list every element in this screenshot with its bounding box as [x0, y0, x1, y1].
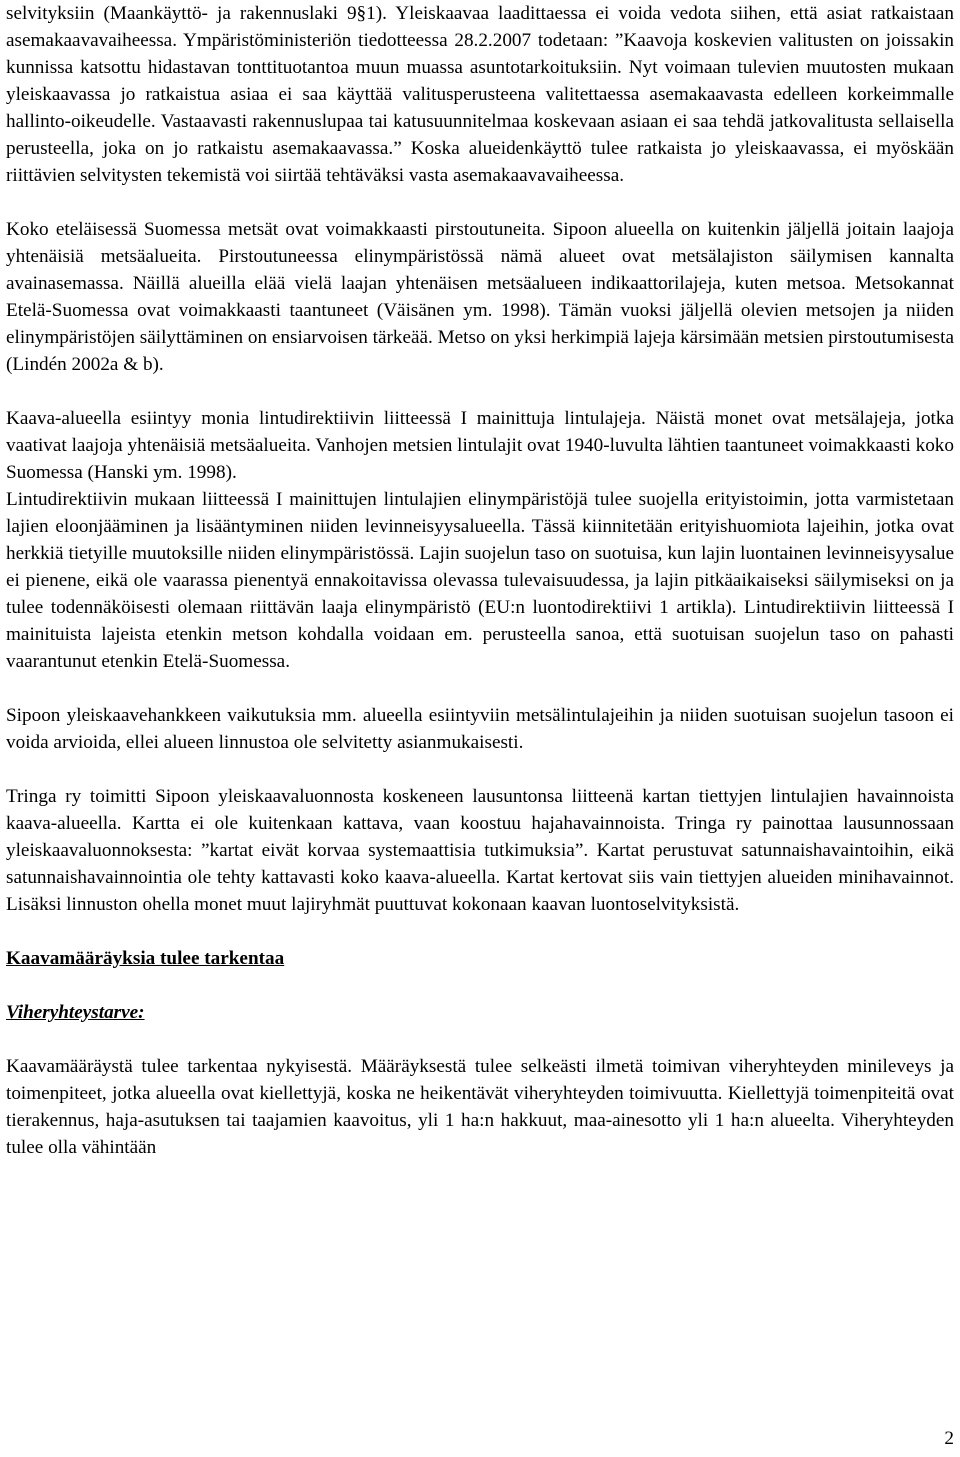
section-heading: Kaavamääräyksia tulee tarkentaa — [6, 948, 285, 969]
paragraph-vaikutukset: Sipoon yleiskaavehankkeen vaikutuksia mm. alueella esiintyviin metsälintulajeihin ja niiden suotuisan suojelun tasoon ei voida arvioida, ellei alueen linnustoa ole selvitetty asianmukaisesti. — [6, 705, 954, 753]
subsection-heading: Viheryhteystarve: — [6, 1002, 145, 1023]
paragraph-kaavamaarays: Kaavamääräystä tulee tarkentaa nykyisestä. Määräyksestä tulee selkeästi ilmetä toimivan viheryhteyden minileveys ja toimenpiteet, jotka alueella ovat kiellettyjä, koska ne heikentävät viheryhteyden toimivuutta. Kiellettyjä toimenpiteitä ovat tierakennus, haja-asutuksen tai taajamien kaavoitus, yli 1 ha:n hakkuut, maa-ainesotto yli 1 ha:n alueelta. Viheryhteyden tulee olla vähintään — [6, 1056, 954, 1158]
paragraph-metsat: Koko eteläisessä Suomessa metsät ovat voimakkaasti pirstoutuneita. Sipoon alueella on kuitenkin jäljellä joitain laajoja yhtenäisiä metsäalueita. Pirstoutuneessa elinympäristössä nämä alueet ovat metsälajiston säilymisen kannalta avainasemassa. Näillä alueilla elää vielä laajan yhtenäisen metsäalueen indikaattorilajeja, kuten metsoa. Metsokannat Etelä-Suomessa ovat voimakkaasti taantuneet (Väisänen ym. 1998). Tämän vuoksi jäljellä olevien metsojen ja niiden elinympäristöjen säilyttäminen on ensiarvoisen tärkeää. Metso on yksi herkimpiä lajeja kärsimään metsien pirstoutumisesta (Lindén 2002a & b). — [6, 219, 954, 375]
paragraph-tringa: Tringa ry toimitti Sipoon yleiskaavaluonnosta koskeneen lausuntonsa liitteenä kartan tiettyjen lintulajien havainnoista kaava-alueella. Kartta ei ole kuitenkaan kattava, vaan koostuu hajahavainnoista. Tringa ry painottaa lausunnossaan yleiskaavaluonnoksesta: ”kartat eivät korvaa systemaattisia tutkimuksia”. Kartat perustuvat satunnaishavaintoihin, eikä satunnaishavainnointia ole tehty kattavasti koko kaava-alueella. Kartat kertovat siis vain tiettyjen alueiden minihavainnot. Lisäksi linnuston ohella monet muut lajiryhmät puuttuvat kokonaan kaavan luontoselvityksistä. — [6, 786, 954, 915]
paragraph-lintudirektiivi: Lintudirektiivin mukaan liitteessä I mainittujen lintulajien elinympäristöjä tulee suojella erityistoimin, jotta varmistetaan lajien eloonjääminen ja lisääntyminen niiden levinneisyysalueella. Tässä kiinnitetään erityishuomiota lajeihin, jotka ovat herkkiä tietyille muutoksille niiden elinympäristössä. Lajin suojelun taso on suotuisa, kun lajin luontainen levinneisyysalue ei pienene, eikä ole vaarassa pienentyä ennakoitavissa olevassa tulevaisuudessa, ja lajin pitkäaikaiseksi säilymiseksi on ja tulee todennäköisesti olemaan riittävän laaja elinympäristö (EU:n luontodirektiivi 1 artikla). Lintudirektiivin liitteessä I mainituista lajeista etenkin metson kohdalla voidaan em. perusteella sanoa, että suotuisan suojelun taso on pahasti vaarantunut etenkin Etelä-Suomessa. — [6, 489, 954, 672]
document-page — [6, 0, 954, 1188]
paragraph-lintudirektiivi-intro: Kaava-alueella esiintyy monia lintudirektiivin liitteessä I mainittuja lintulajeja. Näistä monet ovat metsälajeja, jotka vaativat laajoja yhtenäisiä metsäalueita. Vanhojen metsien lintulajit ovat 1940-luvulta lähtien taantuneet voimakkaasti koko Suomessa (Hanski ym. 1998). — [6, 408, 954, 483]
paragraph-asemakaava: selvityksiin (Maankäyttö- ja rakennuslaki 9§1). Yleiskaavaa laadittaessa ei voida vedota siihen, että asiat ratkaistaan asemakaavavaiheessa. Ympäristöministeriön tiedotteessa 28.2.2007 todetaan: ”Kaavoja koskevien valitusten on joissakin kunnissa katsottu hidastavan tonttituotantoa muun muassa asuntotarkoituksiin. Nyt voimaan tulevien muutosten mukaan yleiskaavassa jo ratkaistua asiaa ei saa käyttää valitusperusteena valitettaessa asemakaavasta edelleen korkeimmalle hallinto-oikeudelle. Vastaavasti rakennuslupaa tai katusuunnitelmaa koskevaan asiaan ei saa tehdä jatkovalitusta sellaisella perusteella, joka on jo ratkaistu asemakaavassa.” Koska alueidenkäyttö tulee ratkaista jo yleiskaavassa, ei myöskään riittävien selvitysten tekemistä voi siirtää tehtäväksi vasta asemakaavavaiheessa. — [6, 3, 954, 186]
page-number: 2 — [944, 1428, 954, 1449]
